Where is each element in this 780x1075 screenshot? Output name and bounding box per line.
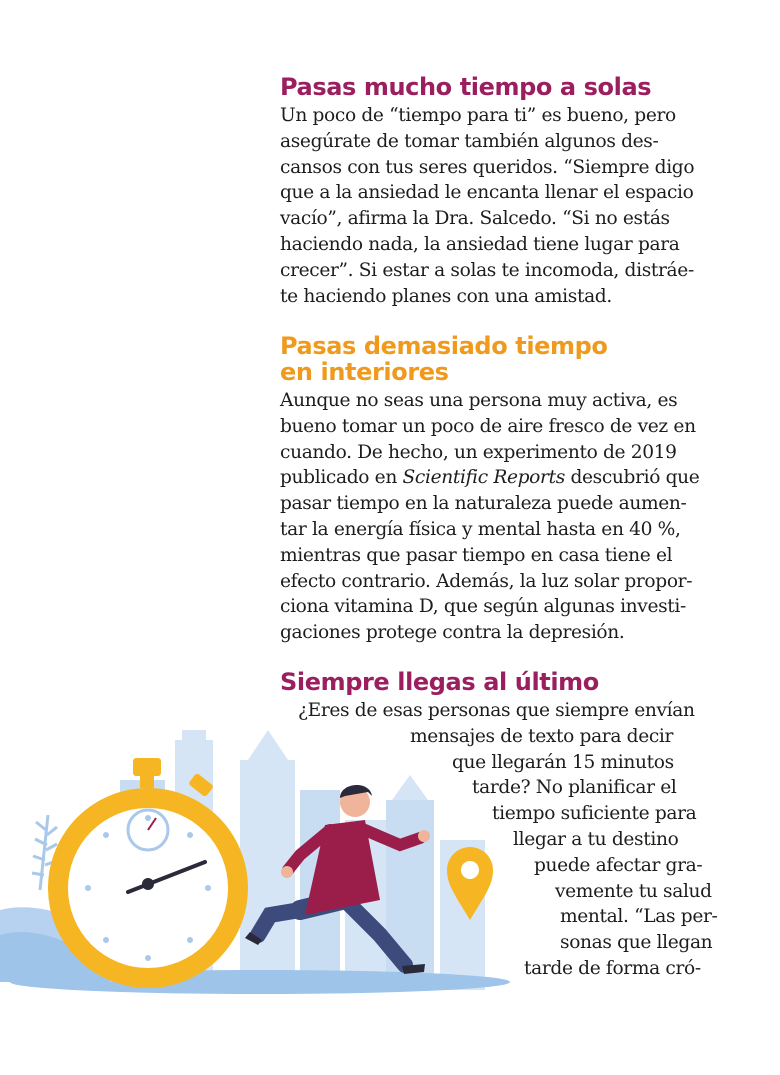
text-line: haciendo nada, la ansiedad tiene lugar para	[280, 233, 680, 255]
text-line: pasar tiempo en la naturaleza puede aumen-	[280, 493, 687, 515]
text-line	[280, 465, 699, 491]
text-line: mental. “Las per-	[560, 906, 718, 928]
text-line: tarde? No planificar el	[472, 777, 677, 799]
text-line: ciona vitamina D, que según algunas investi-	[280, 596, 686, 618]
text-line: Un poco de “tiempo para ti” es bueno, pero	[280, 105, 676, 126]
section-body-indoors	[280, 388, 699, 646]
text-line: cansos con tus seres queridos. “Siempre digo	[280, 156, 695, 178]
text-line: que a la ansiedad le encanta llenar el espacio	[280, 182, 694, 204]
text-line: que llegarán 15 minutos	[452, 751, 674, 773]
text-line: ¿Eres de esas personas que siempre envían	[298, 700, 695, 721]
text-line: mensajes de texto para decir	[410, 725, 674, 747]
text-line: vacío”, afirma la Dra. Salcedo. “Si no estás	[280, 208, 670, 230]
text-line: llegar a tu destino	[513, 828, 679, 850]
text-line: bueno tomar un poco de aire fresco de vez en	[280, 415, 696, 437]
section-heading-alone	[280, 74, 651, 100]
section-body-alone	[280, 103, 694, 309]
text-fragment: publicado en	[280, 467, 403, 489]
text-line: gaciones protege contra la depresión.	[280, 622, 625, 644]
section-heading-late	[280, 669, 599, 695]
text-line: efecto contrario. Además, la luz solar propor-	[280, 570, 693, 592]
text-line: mientras que pasar tiempo en casa tiene el	[280, 544, 673, 566]
section-heading-indoors	[280, 333, 608, 385]
text-line: sonas que llegan	[560, 932, 713, 954]
text-line: tarde de forma cró-	[524, 957, 701, 979]
text-line: Aunque no seas una persona muy activa, es	[280, 390, 678, 411]
section-body-late	[0, 698, 780, 982]
heading-line: en interiores	[280, 358, 449, 386]
heading-line: Pasas mucho tiempo a solas	[280, 73, 652, 101]
text-line: crecer”. Si estar a solas te incomoda, distráe-	[280, 259, 694, 281]
text-line: te haciendo planes con una amistad.	[280, 285, 612, 307]
heading-line: Pasas demasiado tiempo	[280, 332, 608, 360]
text-fragment: descubrió que	[564, 467, 700, 489]
text-line: vemente tu salud	[555, 880, 712, 902]
heading-line: Siempre llegas al último	[280, 668, 599, 696]
text-line: puede afectar gra-	[534, 854, 703, 876]
text-line: asegúrate de tomar también algunos des-	[280, 130, 659, 152]
text-line: tar la energía física y mental hasta en 40 %,	[280, 518, 681, 540]
journal-title: Scientific Reports	[402, 467, 565, 489]
text-line: cuando. De hecho, un experimento de 2019	[280, 441, 677, 463]
text-line: tiempo suficiente para	[492, 803, 697, 825]
